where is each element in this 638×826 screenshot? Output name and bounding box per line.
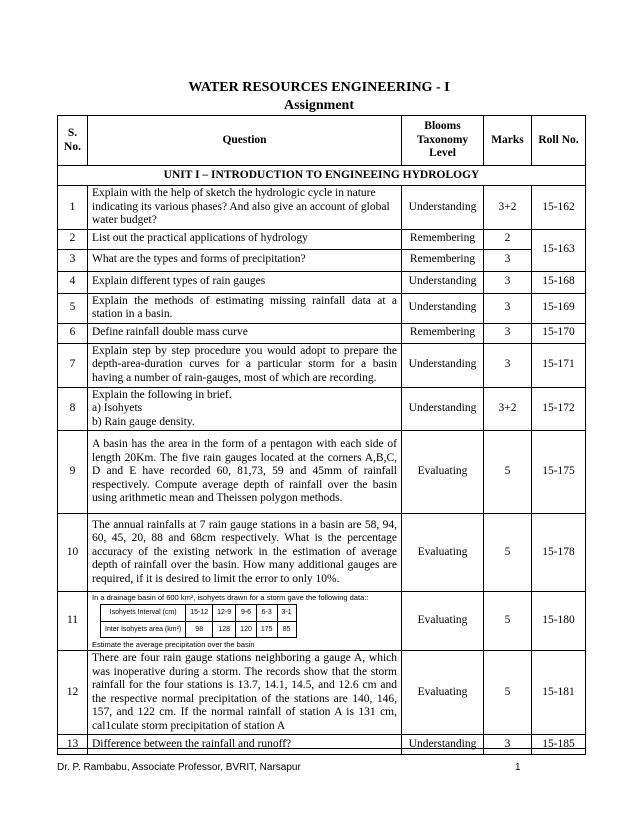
row-marks: 5 — [484, 514, 532, 592]
row-question: Define rainfall double mass curve — [88, 323, 402, 343]
header-blooms: Blooms Taxonomy Level — [402, 116, 484, 166]
row-level: Understanding — [402, 343, 484, 387]
row-sno: 6 — [58, 323, 88, 343]
row-level: Understanding — [402, 387, 484, 431]
row-roll: 15-178 — [532, 514, 586, 592]
row-question: A basin has the area in the form of a pentagon with each side of length 20Km. The five rain gauges located at the corners A,B,C, D and E have recorded 60, 81,73, 59 and 45mm of rainfall respectively. Compute average depth of rainfall over the basin using arithmetic mean and Theissen polygon methods. — [88, 431, 402, 514]
row-level: Remembering — [402, 249, 484, 271]
row-question: What are the types and forms of precipitation? — [88, 249, 402, 271]
footer-page-number: 1 — [515, 762, 521, 773]
row-marks: 3 — [484, 343, 532, 387]
header-sno: S. No. — [58, 116, 88, 166]
row-roll: 15-163 — [532, 229, 586, 271]
row-roll: 15-171 — [532, 343, 586, 387]
row-level: Understanding — [402, 293, 484, 323]
footer-author: Dr. P. Rambabu, Associate Professor, BVRIT, Narsapur — [57, 762, 301, 773]
row-roll: 15-175 — [532, 431, 586, 514]
row-question: Explain with the help of sketch the hydrologic cycle in nature indicating its various phases? And also give an account of global water budget? — [88, 186, 402, 230]
document-subtitle: Assignment — [283, 98, 354, 113]
row-sno: 2 — [58, 229, 88, 249]
row-sno: 7 — [58, 343, 88, 387]
row-level: Evaluating — [402, 431, 484, 514]
table-row — [58, 249, 586, 271]
row-level: Remembering — [402, 229, 484, 249]
row-level: Understanding — [402, 735, 484, 755]
isohyet-interval-row — [101, 605, 297, 622]
row-level: Remembering — [402, 323, 484, 343]
footer-divider — [57, 748, 585, 749]
row-question-intro: In a drainage basin of 600 km², isohyets drawn for a storm gave the following data:: — [92, 593, 369, 602]
row-marks: 2 — [484, 229, 532, 249]
row-question: Difference between the rainfall and runoff? — [88, 735, 402, 755]
row-marks: 3 — [484, 249, 532, 271]
row-marks: 5 — [484, 651, 532, 735]
isohyet-cell: 15-12 — [186, 605, 213, 622]
row-roll: 15-185 — [532, 735, 586, 755]
row-marks: 3+2 — [484, 186, 532, 230]
assignment-table — [57, 115, 586, 755]
unit-row — [58, 166, 586, 186]
row-level: Evaluating — [402, 514, 484, 592]
table-row — [58, 387, 586, 431]
isohyet-cell: 120 — [236, 621, 257, 638]
row-level: Evaluating — [402, 651, 484, 735]
isohyet-area-label: Inter Isohyets area (km²) — [101, 621, 186, 638]
row-sno: 9 — [58, 431, 88, 514]
table-row — [58, 323, 586, 343]
row-marks: 3 — [484, 323, 532, 343]
row-sno: 12 — [58, 651, 88, 735]
isohyet-cell: 85 — [277, 621, 296, 638]
isohyet-cell: 12-9 — [213, 605, 236, 622]
row-roll: 15-162 — [532, 186, 586, 230]
row-question: List out the practical applications of hydrology — [88, 229, 402, 249]
row-level: Understanding — [402, 271, 484, 293]
row-marks: 5 — [484, 431, 532, 514]
row-question: Explain different types of rain gauges — [88, 271, 402, 293]
row-roll: 15-181 — [532, 651, 586, 735]
unit-title: UNIT I – INTRODUCTION TO ENGINEEING HYDROLOGY — [58, 166, 586, 186]
row-marks: 3+2 — [484, 387, 532, 431]
table-row — [58, 186, 586, 230]
isohyet-table — [100, 604, 297, 638]
row-question: Explain step by step procedure you would adopt to prepare the depth-area-duration curves for a particular storm for a basin having a number of rain-gauges, most of which are recording. — [88, 343, 402, 387]
isohyet-cell: 128 — [213, 621, 236, 638]
row-question-item-b: b) Rain gauge density. — [92, 415, 195, 428]
row-sno: 5 — [58, 293, 88, 323]
table-row — [58, 651, 586, 735]
row-marks: 3 — [484, 735, 532, 755]
row-roll: 15-170 — [532, 323, 586, 343]
table-row — [58, 293, 586, 323]
row-roll: 15-180 — [532, 592, 586, 651]
row-sno: 13 — [58, 735, 88, 755]
table-row — [58, 735, 586, 755]
row-marks: 5 — [484, 592, 532, 651]
row-sno: 11 — [58, 592, 88, 651]
row-question-end: Estimate the average precipitation over the basin — [92, 640, 255, 649]
row-sno: 4 — [58, 271, 88, 293]
header-question: Question — [88, 116, 402, 166]
isohyet-cell: 3-1 — [277, 605, 296, 622]
isohyet-cell: 175 — [256, 621, 277, 638]
table-row — [58, 271, 586, 293]
isohyet-interval-label: Isohyets Interval (cm) — [101, 605, 186, 622]
row-question: The annual rainfalls at 7 rain gauge stations in a basin are 58, 94, 60, 45, 20, 88 and 68cm respectively. What is the percentage accuracy of the existing network in the estimation of average depth of rainfall over the basin. How many additional gauges are required, if it is desired to limit the error to only 10%. — [88, 514, 402, 592]
row-marks: 3 — [484, 271, 532, 293]
isohyet-cell: 98 — [186, 621, 213, 638]
row-sno: 10 — [58, 514, 88, 592]
row-roll: 15-172 — [532, 387, 586, 431]
document-title: WATER RESOURCES ENGINEERING - I — [188, 80, 450, 95]
row-marks: 3 — [484, 293, 532, 323]
row-roll: 15-169 — [532, 293, 586, 323]
header-row — [58, 116, 586, 166]
header-marks: Marks — [484, 116, 532, 166]
row-roll: 15-168 — [532, 271, 586, 293]
isohyet-area-row — [101, 621, 297, 638]
row-question: There are four rain gauge stations neighboring a gauge A, which was inoperative during a storm. The records show that the storm rainfall for the four stations is 13.7, 14.1, 14.5, and 12.6 cm and the respective normal precipitation of the stations are 140, 146, 157, and 122 cm. If the normal rainfall of station A is 131 cm, cal1culate storm precipitation of station A — [88, 651, 402, 735]
table-row — [58, 229, 586, 249]
table-row — [58, 343, 586, 387]
row-question-item-a: a) Isohyets — [92, 402, 143, 414]
row-question-line: Explain the following in brief. — [92, 388, 232, 401]
row-level: Evaluating — [402, 592, 484, 651]
row-sno: 8 — [58, 387, 88, 431]
table-row — [58, 592, 586, 651]
row-level: Understanding — [402, 186, 484, 230]
table-row — [58, 514, 586, 592]
isohyet-cell: 9-6 — [236, 605, 257, 622]
isohyet-cell: 6-3 — [256, 605, 277, 622]
table-row — [58, 431, 586, 514]
row-question — [88, 387, 402, 431]
header-roll: Roll No. — [532, 116, 586, 166]
row-sno: 3 — [58, 249, 88, 271]
row-question: Explain the methods of estimating missing rainfall data at a station in a basin. — [88, 293, 402, 323]
row-sno: 1 — [58, 186, 88, 230]
row-question — [88, 592, 402, 651]
